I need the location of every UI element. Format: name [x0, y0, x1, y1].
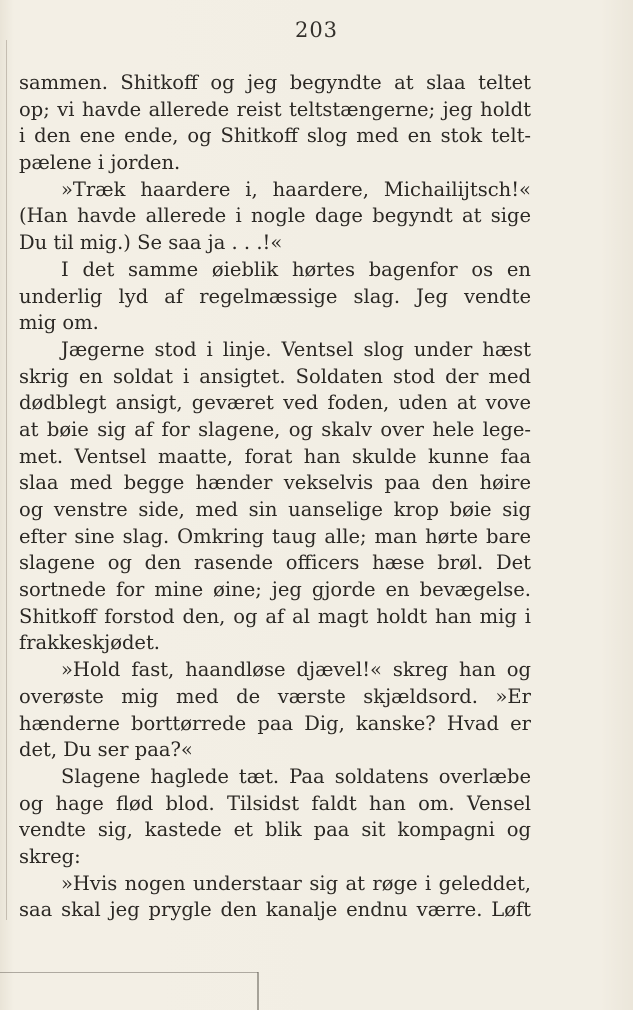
text-line: Du til mig.) Se saa ja . . .!« — [19, 231, 283, 255]
text-line: »Hold fast, haandløse djævel!« skreg han og — [61, 658, 531, 682]
text-line: vendte sig, kastede et blik paa sit kompagni og — [19, 818, 531, 842]
text-line: (Han havde allerede i nogle dage begyndt at sige — [19, 204, 531, 228]
text-line: Slagene haglede tæt. Paa soldatens overlæbe — [61, 764, 531, 788]
page-number: 203 — [294, 18, 339, 42]
text-line: hænderne borttørrede paa Dig, kanske? Hvad er — [19, 711, 531, 735]
text-line: slagene og den rasende officers hæse brøl. Det — [19, 551, 531, 575]
text-line: sammen. Shitkoff og jeg begyndte at slaa teltet — [19, 71, 531, 94]
text-line: og hage flød blod. Tilsidst faldt han om. Vensel — [19, 791, 531, 815]
text-line: »Træk haardere i, haardere, Michailijtsch!« — [61, 177, 531, 201]
bottom-rule — [0, 972, 258, 973]
text-line: I det samme øieblik hørtes bagenfor os en — [61, 257, 531, 281]
text-line: det, Du ser paa?« — [19, 738, 193, 762]
text-line: sortnede for mine øine; jeg gjorde en bevægelse. — [19, 578, 531, 602]
text-line: saa skal jeg prygle den kanalje endnu værre. Løft — [19, 898, 531, 922]
text-line: Shitkoff forstod den, og af al magt holdt han mig i — [19, 604, 531, 628]
body-text — [19, 70, 531, 924]
text-line: mig om. — [19, 311, 99, 335]
text-line: frakkeskjødet. — [19, 631, 161, 655]
text-line: »Hvis nogen understaar sig at røge i geleddet, — [61, 871, 531, 895]
page-binding-edge — [6, 40, 7, 920]
text-line: pælene i jorden. — [19, 151, 181, 175]
text-line: met. Ventsel maatte, forat han skulde kunne faa — [19, 444, 531, 468]
text-line: underlig lyd af regelmæssige slag. Jeg vendte — [19, 284, 531, 308]
text-line: Jægerne stod i linje. Ventsel slog under hæst — [61, 337, 531, 361]
text-line: slaa med begge hænder vekselvis paa den høire — [19, 471, 531, 495]
text-line: i den ene ende, og Shitkoff slog med en stok telt- — [19, 124, 531, 148]
text-line: og venstre side, med sin uanselige krop bøie sig — [19, 498, 531, 521]
bottom-tick-mark — [257, 972, 259, 1010]
text-line: skrig en soldat i ansigtet. Soldaten stod der med — [19, 364, 531, 388]
text-line: op; vi havde allerede reist teltstængerne; jeg holdt — [19, 97, 531, 121]
text-line: efter sine slag. Omkring taug alle; man hørte bare — [19, 524, 531, 548]
text-line: skreg: — [19, 844, 81, 868]
text-line: dødblegt ansigt, geværet ved foden, uden at vove — [19, 391, 531, 415]
text-line: overøste mig med de værste skjældsord. »Er — [19, 684, 531, 708]
text-line: at bøie sig af for slagene, og skalv over hele lege- — [19, 417, 531, 441]
